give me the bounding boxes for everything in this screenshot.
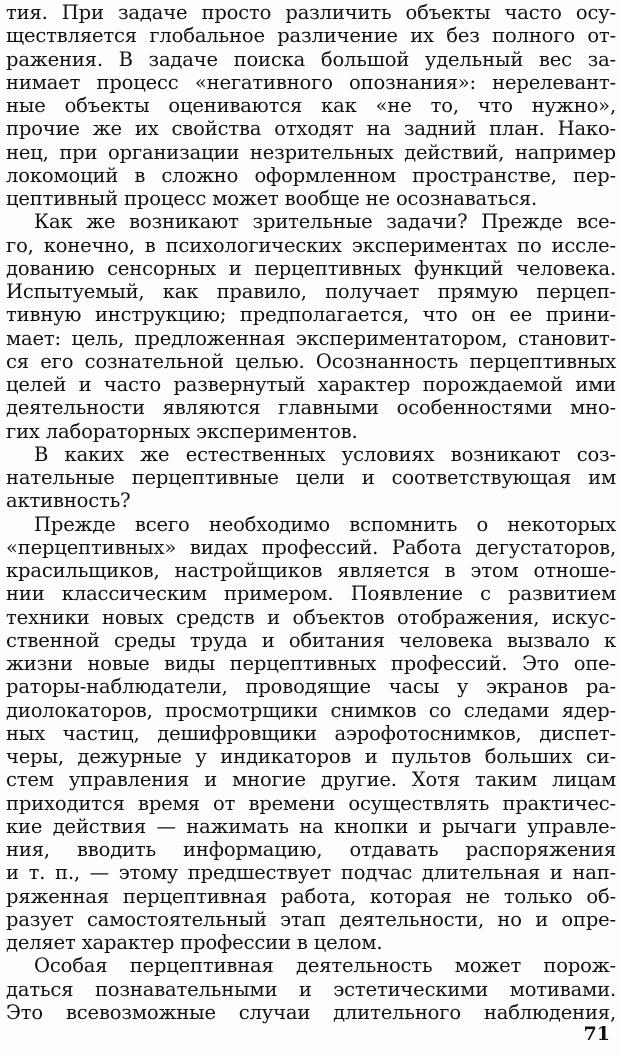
text-line: ряженная перцептивная работа, которая не только об- <box>6 884 616 908</box>
text-line: мает: цель, предложенная экспериментатором, становит- <box>6 326 616 350</box>
text-line: приходится время от времени осуществлять практичес- <box>6 791 616 815</box>
text-line: Испытуемый, как правило, получает прямую перцеп- <box>6 280 616 303</box>
text-line: нимает процесс «негативного опознания»: нерелевант- <box>6 70 616 94</box>
page-number: 71 <box>583 1023 610 1045</box>
text-line: ственной среды труда и обитания человека вызвало к <box>6 628 616 652</box>
text-line: цептивный процесс может вообще не осознаваться. <box>6 187 538 210</box>
text-line: ражения. В задаче поиска большой удельный вес за- <box>6 47 616 71</box>
text-line: кие действия — нажимать на кнопки и рычаги управле- <box>6 814 616 838</box>
text-line: деятельности являются главными особенностями мно- <box>6 396 616 420</box>
text-line: и т. п., — этому предшествует подчас длительная и нап- <box>6 861 616 885</box>
text-line: дованию сенсорных и перцептивных функций человека. <box>6 256 616 280</box>
text-line: Прежде всего необходимо вспомнить о некоторых <box>34 512 616 536</box>
text-line: гих лабораторных экспериментов. <box>6 419 358 443</box>
text-line: ных частиц, дешифровщики аэрофотоснимков, диспет- <box>6 721 616 745</box>
text-line: В каких же естественных условиях возникают соз- <box>34 442 616 466</box>
text-line: красильщиков, настройщиков является в этом отноше- <box>6 559 616 582</box>
text-line: Это всевозможные случаи длительного наблюдения, <box>6 1000 616 1024</box>
text-line: тия. При задаче просто различить объекты часто осу- <box>6 1 616 24</box>
text-line: локомоций в сложно оформленном пространстве, пер- <box>6 163 616 187</box>
text-line: Особая перцептивная деятельность может порож- <box>34 954 616 978</box>
text-line: ществляется глобальное различение их без полного от- <box>6 24 616 48</box>
text-line: разует самостоятельный этап деятельности, но и опре- <box>6 907 616 931</box>
text-line: ся его сознательной целью. Осознанность перцептивных <box>6 349 616 373</box>
text-line: Как же возникают зрительные задачи? Прежде все- <box>34 210 616 234</box>
text-line: стем управления и многие другие. Хотя таким лицам <box>6 768 616 792</box>
text-line: «перцептивных» видах профессий. Работа дегустаторов, <box>6 535 616 559</box>
text-line: ные объекты оцениваются как «не то, что нужно», <box>6 94 616 117</box>
text-line: раторы-наблюдатели, проводящие часы у экранов ра- <box>6 675 616 699</box>
text-line: черы, дежурные у индикаторов и пультов больших си- <box>6 745 616 768</box>
text-line: прочие же их свойства отходят на задний план. Нако- <box>6 117 616 141</box>
text-line: тивную инструкцию; предполагается, что он ее прини- <box>6 303 616 327</box>
body-text <box>6 1 616 1024</box>
text-line: активность? <box>6 489 131 513</box>
text-line: ния, вводить информацию, отдавать распоряжения <box>6 838 616 861</box>
text-line: диолокаторов, просмотрщики снимков со следами ядер- <box>6 698 616 722</box>
text-line: го, конечно, в психологических экспериментах по иссле- <box>6 233 616 257</box>
text-line: жизни новые виды перцептивных профессий. Это опе- <box>6 652 616 675</box>
text-line: целей и часто развернутый характер порождаемой ими <box>6 373 616 396</box>
text-line: техники новых средств и объектов отображения, искус- <box>6 605 616 629</box>
text-line: деляет характер профессии в целом. <box>6 931 383 954</box>
text-line: нии классическим примером. Появление с развитием <box>6 582 616 606</box>
text-line: даться познавательными и эстетическими мотивами. <box>6 977 616 1001</box>
text-line: нец, при организации незрительных действий, например <box>6 140 616 164</box>
text-line: нательные перцептивные цели и соответствующая им <box>6 466 616 489</box>
